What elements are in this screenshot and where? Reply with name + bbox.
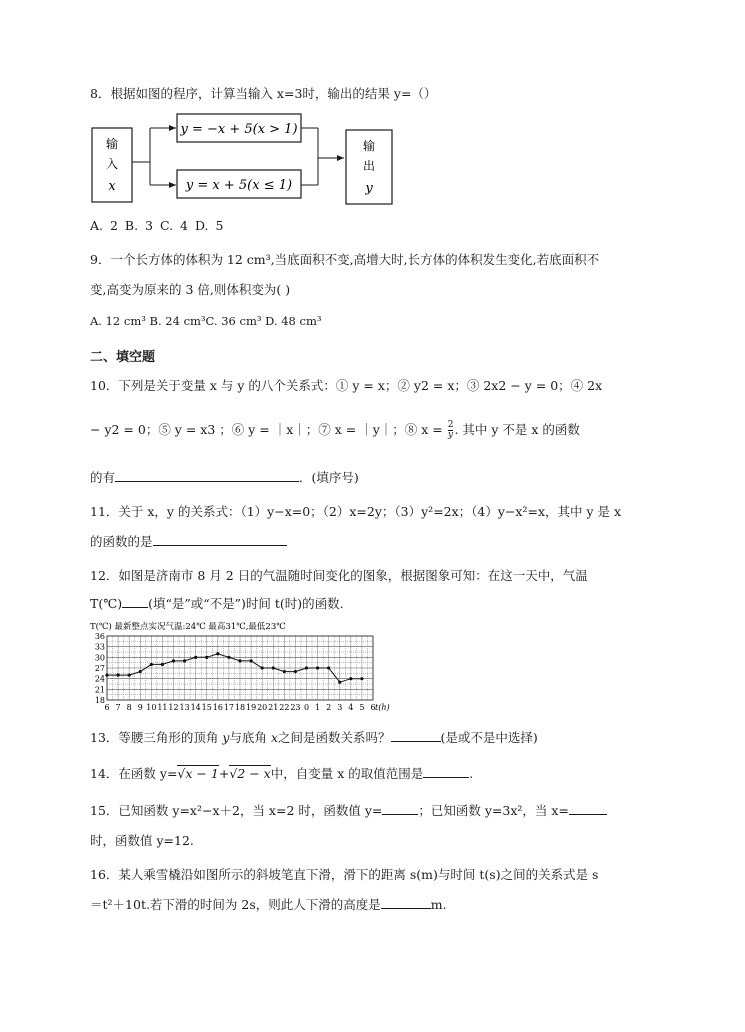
q13-answer-blank[interactable] <box>391 730 441 742</box>
bottom-rule: y = x + 5(x ≤ 1) <box>185 178 293 193</box>
y-tick-label: 21 <box>94 685 105 695</box>
x-tick-label: 15 <box>201 703 212 712</box>
x-tick-label: 16 <box>212 703 223 712</box>
data-point <box>172 659 175 662</box>
x-tick-label: 6 <box>104 703 110 712</box>
q10-line3: 的有 ．(填序号) <box>90 470 359 485</box>
data-point <box>216 652 219 655</box>
data-point <box>316 666 319 669</box>
data-point <box>183 659 186 662</box>
q10-line1: 10．下列是关于变量 x 与 y 的八个关系式：① y = x；② y2 = x；③ 2x2 − y = 0；④ 2x <box>90 378 603 393</box>
q8-text: 8．根据如图的程序，计算当输入 x=3时，输出的结果 y=（） <box>90 86 437 101</box>
x-tick-label: 19 <box>245 703 257 712</box>
data-point <box>238 659 241 662</box>
data-point <box>327 666 330 669</box>
q9-line2: 变,高变为原来的 3 倍,则体积变为( ) <box>90 282 291 297</box>
x-tick-label: 3 <box>337 703 343 712</box>
y-tick-label: 33 <box>94 642 105 652</box>
x-tick-label: 23 <box>290 703 301 712</box>
q9-options: A. 12 cm³ B. 24 cm³C. 36 cm³ D. 48 cm³ <box>90 314 322 328</box>
x-tick-label: 14 <box>190 703 201 712</box>
y-tick-label: 27 <box>94 664 105 673</box>
q12-line1: 12．如图是济南市 8 月 2 日的气温随时间变化的图象，根据图象可知：在这一天中，气温 <box>90 568 588 583</box>
q12-answer-blank[interactable] <box>122 596 148 608</box>
q14-answer-blank[interactable] <box>423 766 469 778</box>
data-point <box>205 656 208 659</box>
q15-answer-blank-2[interactable] <box>569 803 607 815</box>
data-point <box>283 670 286 673</box>
x-tick-label: 10 <box>146 703 157 712</box>
data-point <box>194 656 197 659</box>
data-point <box>161 663 164 666</box>
q10-fraction: $\frac{2}{y}$ <box>447 420 454 440</box>
input-label-2: 入 <box>105 157 119 171</box>
q14-line: 14．在函数 y=√x − 1+√2 − x中，自变量 x 的取值范围是 . <box>90 766 474 781</box>
x-tick-label: 11 <box>157 703 168 712</box>
x-tick-label: 4 <box>348 703 354 712</box>
data-point <box>227 656 230 659</box>
x-tick-label: 13 <box>179 703 190 712</box>
x-tick-label: 5 <box>359 703 365 712</box>
y-tick-label: 24 <box>94 674 105 684</box>
top-rule: y = −x + 5(x > 1) <box>180 122 298 137</box>
x-tick-label: 6 <box>370 703 376 712</box>
y-tick-label: 18 <box>94 696 105 705</box>
q8-program-diagram <box>90 110 420 210</box>
data-point <box>116 674 119 677</box>
data-point <box>294 670 297 673</box>
x-tick-label: 22 <box>279 703 290 712</box>
y-tick-label: 36 <box>94 632 105 641</box>
data-point <box>150 663 153 666</box>
sqrt-2: √2 − x <box>229 766 271 781</box>
q10-line2-pre: − y2 = 0；⑤ y = x3 ；⑥ y = ｜x｜；⑦ x = ｜y｜；⑧ x = <box>90 422 443 437</box>
x-tick-label: 20 <box>257 703 268 712</box>
x-tick-label: 1 <box>315 703 321 712</box>
y-tick-label: 30 <box>94 653 105 663</box>
q16-answer-blank[interactable] <box>381 897 431 909</box>
q11-answer-blank[interactable] <box>153 534 287 546</box>
q12-line2: T(℃) (填“是”或“不是”)时间 t(时)的函数. <box>90 596 344 611</box>
q15-line1: 15．已知函数 y=x²−x＋2，当 x=2 时，函数值 y= ；已知函数 y=3x²，当 x= <box>90 801 607 819</box>
x-tick-label: 18 <box>234 703 246 712</box>
q16-line2: ＝t²＋10t.若下滑的时间为 2s，则此人下滑的高度是 m. <box>90 897 447 912</box>
data-point <box>338 681 341 684</box>
data-point <box>360 677 363 680</box>
data-point <box>139 670 142 673</box>
q13-line: 13．等腰三角形的顶角 y与底角 x之间是函数关系吗？ (是或不是中选择) <box>90 730 538 745</box>
chart-title: T(℃) 最新整点实况气温:24℃ 最高31℃,最低23℃ <box>90 622 286 632</box>
q11-line1: 11．关于 x，y 的关系式：（1）y−x=0；（2）x=2y；（3）y²=2x；（4）y−x²=x，其中 y 是 x <box>90 504 622 519</box>
q10-line2-post: . 其中 y 不是 x 的函数 <box>454 422 580 437</box>
data-point <box>128 674 131 677</box>
x-tick-label: 0 <box>303 703 310 712</box>
x-tick-label: 12 <box>168 703 179 712</box>
q15-answer-blank-1[interactable] <box>382 803 418 815</box>
x-tick-label: 17 <box>223 703 235 712</box>
output-label-1: 输 <box>362 139 376 153</box>
data-point <box>305 666 308 669</box>
section-heading: 二、填空题 <box>90 350 156 365</box>
sqrt-1: √x − 1 <box>177 766 219 781</box>
q8-options: A. 2 B. 3 C. 4 D. 5 <box>90 218 224 233</box>
q10-line2 <box>90 420 580 440</box>
data-point <box>349 677 352 680</box>
data-point <box>249 659 252 662</box>
q16-line1: 16．某人乘雪橇沿如图所示的斜坡笔直下滑，滑下的距离 s(m)与时间 t(s)之间的关系式是 s <box>90 867 599 882</box>
x-tick-label: 8 <box>126 703 132 712</box>
data-point <box>261 666 264 669</box>
temperature-chart <box>90 620 390 712</box>
x-axis-label: t(h) <box>375 703 390 712</box>
input-label-3: x <box>108 179 116 194</box>
q15-line2: 时，函数值 y=12. <box>90 833 194 848</box>
x-tick-label: 2 <box>326 703 332 712</box>
q9-line1: 9．一个长方体的体积为 12 cm³,当底面积不变,高增大时,长方体的体积发生变化,若底面积不 <box>90 252 600 267</box>
x-tick-label: 21 <box>268 703 279 712</box>
output-label-2: 出 <box>362 159 376 173</box>
q10-answer-blank[interactable] <box>115 470 299 482</box>
output-label-3: y <box>365 181 373 196</box>
data-point <box>105 674 108 677</box>
x-tick-label: 7 <box>115 703 121 712</box>
x-tick-label: 9 <box>137 703 143 712</box>
data-point <box>272 666 275 669</box>
q11-line2: 的函数的是 <box>90 532 287 550</box>
input-label-1: 输 <box>105 137 119 151</box>
